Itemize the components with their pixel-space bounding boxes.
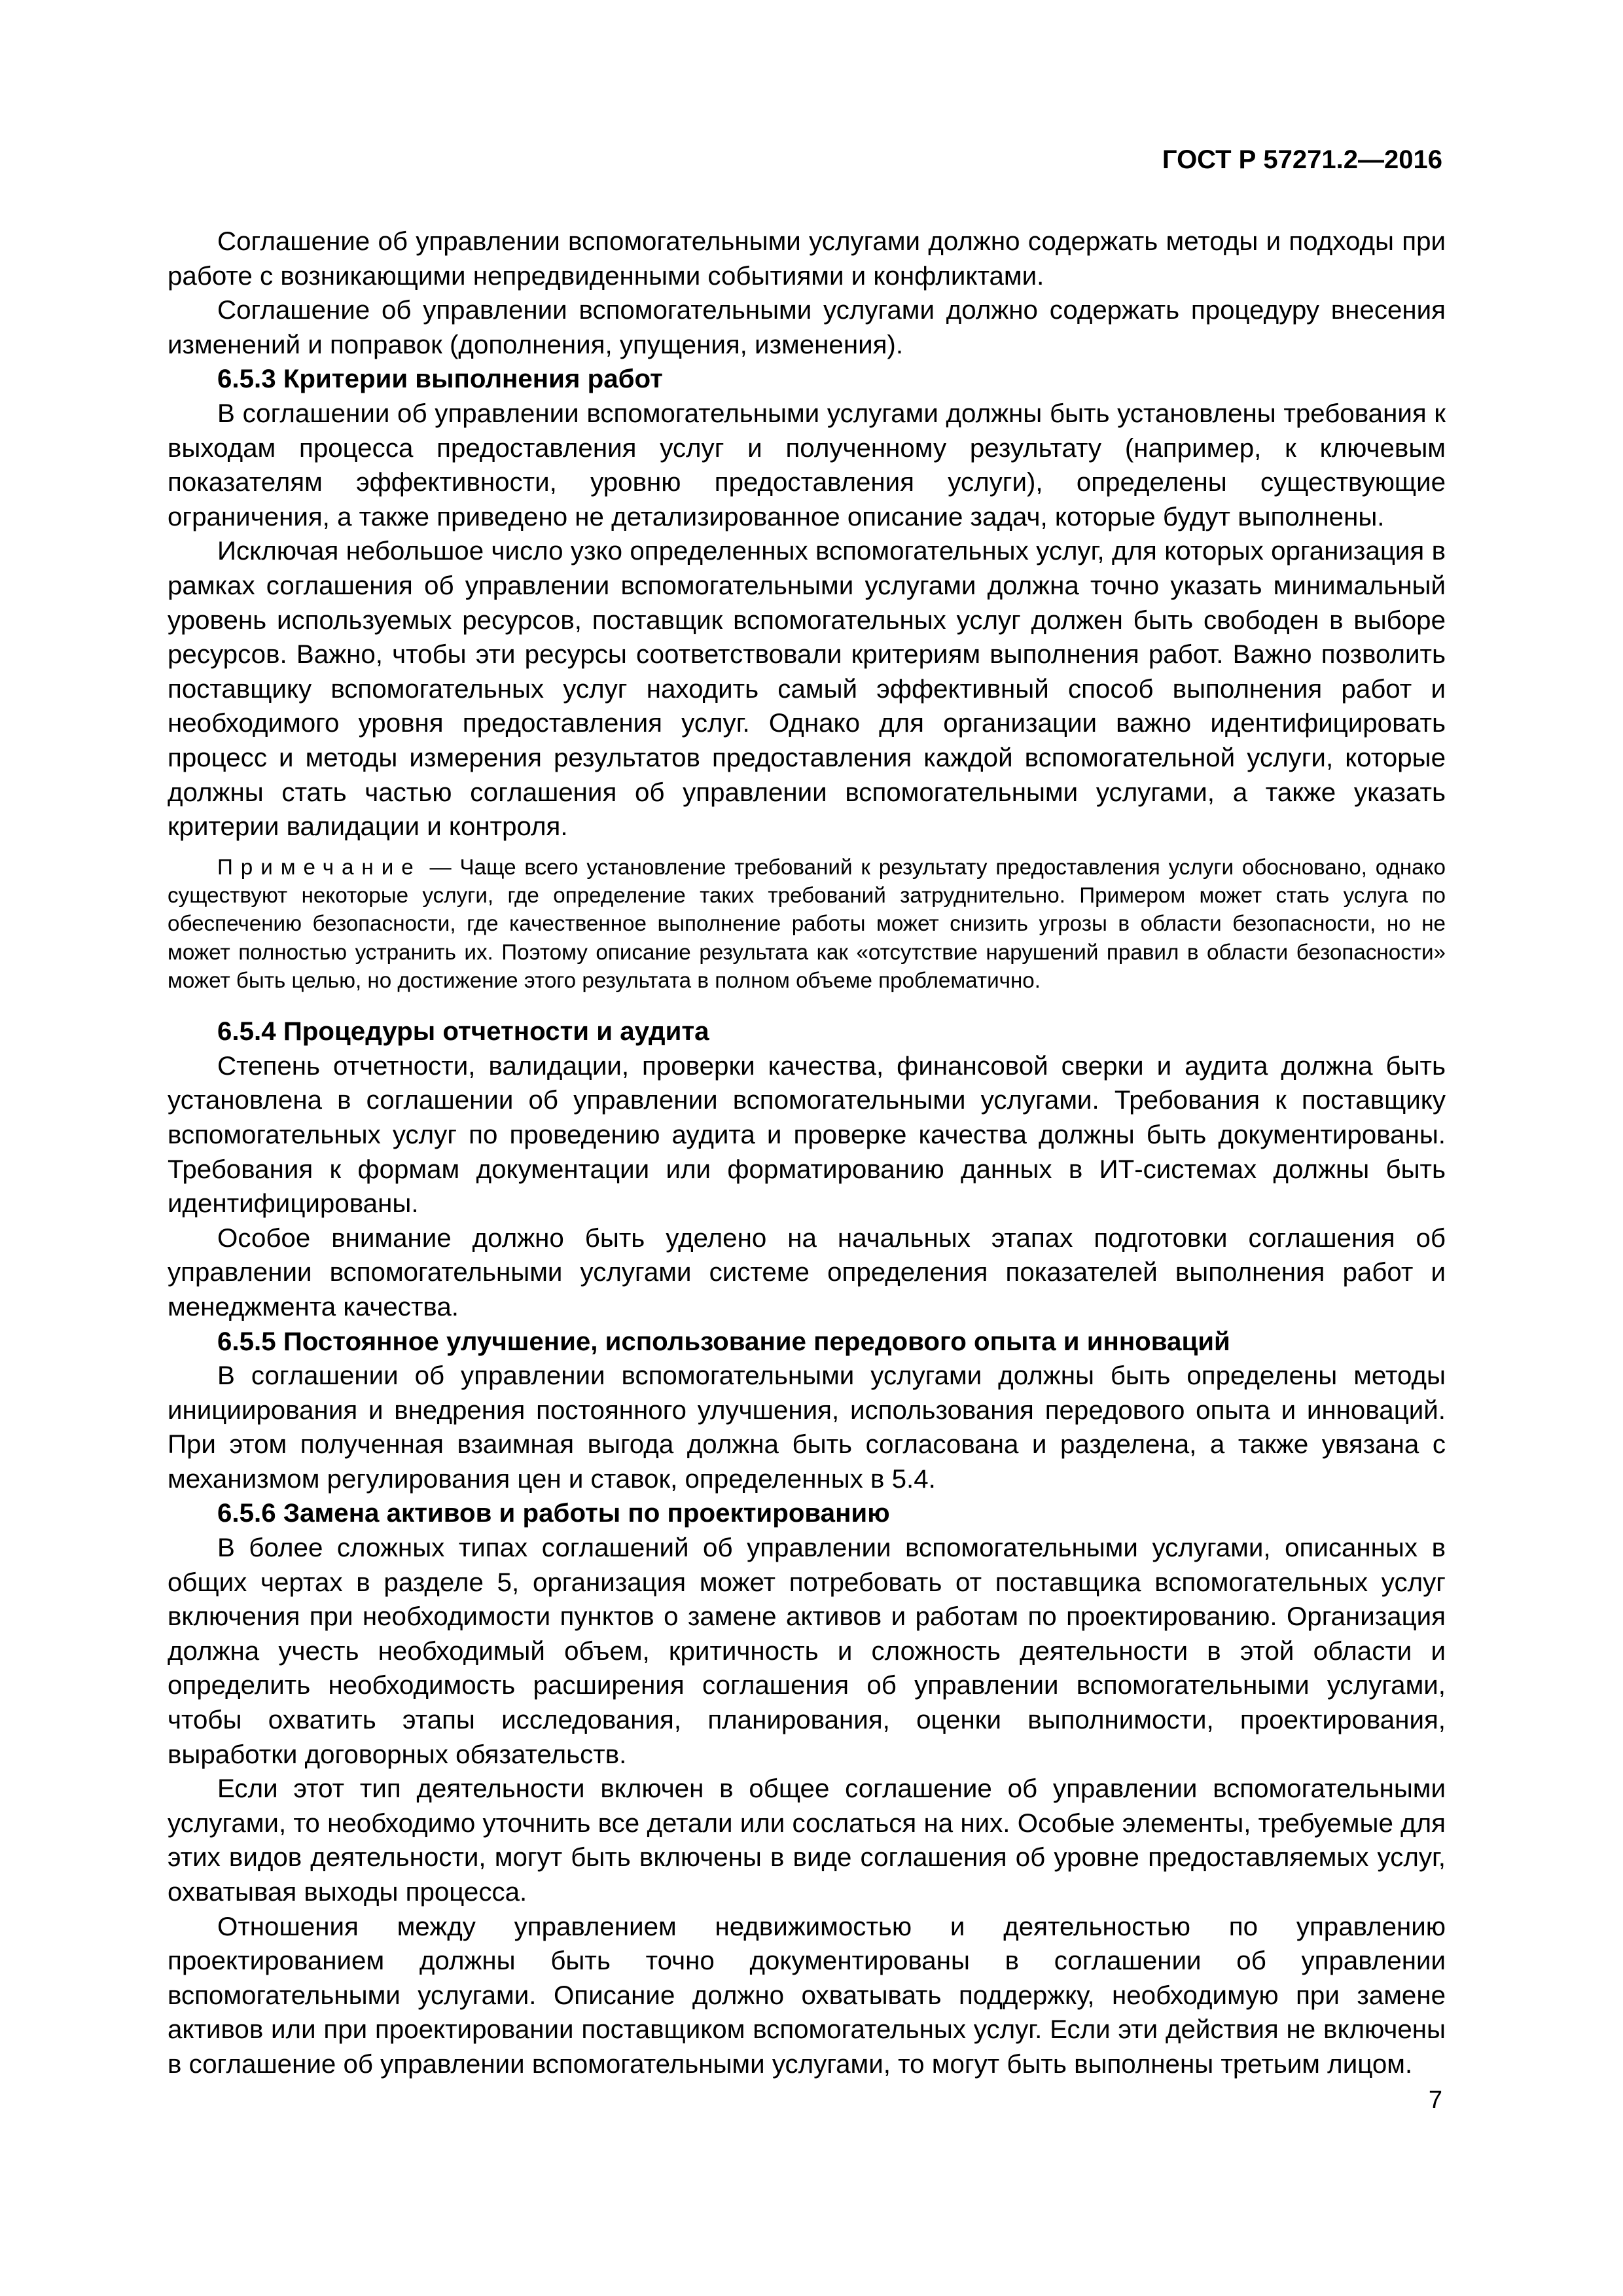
paragraph: В более сложных типах соглашений об управлении вспомогательными услугами, описанных в общих чертах в разделе 5, организация может потребовать от поставщика вспомогательных услуг включения при необходимости пунктов о замене активов и работам по проектированию. Организация должна учесть необходимый объем, критичность и сложность деятельности в этой области и определить необходимость расширения соглашения об управлении вспомогательными услугами, чтобы охватить этапы исследования, планирования, оценки выполнимости, проектирования, выработки договорных обязательств. [168,1533,1446,1769]
paragraph: В соглашении об управлении вспомогательными услугами должны быть определены методы инициирования и внедрения постоянного улучшения, использования передового опыта и инноваций. При этом полученная взаимная выгода должна быть согласована и разделена, а также увязана с механизмом регулирования цен и ставок, определенных в 5.4. [168,1361,1446,1494]
note-block [168,853,1446,995]
paragraph: Если этот тип деятельности включен в общее соглашение об управлении вспомогательными услугами, то необходимо уточнить все детали или сослаться на них. Особые элементы, требуемые для этих видов деятельности, могут быть включены в виде соглашения об уровне предоставляемых услуг, охватывая выходы процесса. [168,1774,1446,1907]
paragraph: Исключая небольшое число узко определенных вспомогательных услуг, для которых организация в рамках соглашения об управлении вспомогательными услугами должна точно указать минимальный уровень используемых ресурсов, поставщик вспомогательных услуг должен быть свободен в выборе ресурсов. Важно, чтобы эти ресурсы соответствовали критериям выполнения работ. Важно позволить поставщику вспомогательных услуг находить самый эффективный способ выполнения работ и необходимого уровня предоставления услуг. Однако для организации важно идентифицировать процесс и методы измерения результатов предоставления каждой вспомогательной услуги, которые должны стать частью соглашения об управлении вспомогательными услугами, а также указать критерии валидации и контроля. [168,536,1446,842]
section-heading-6-5-5: 6.5.5 Постоянное улучшение, использование передового опыта и инноваций [217,1326,1230,1356]
note-label: Примечание [217,855,421,880]
paragraph: Соглашение об управлении вспомогательными услугами должно содержать методы и подходы при работе с возникающими непредвиденными событиями и конфликтами. [168,226,1446,291]
section-heading-6-5-3: 6.5.3 Критерии выполнения работ [217,364,663,394]
paragraph: Особое внимание должно быть уделено на начальных этапах подготовки соглашения об управлении вспомогательными услугами системе определения показателей выполнения работ и менеджмента качества. [168,1223,1446,1321]
page-number: 7 [1428,2087,1442,2114]
paragraph: В соглашении об управлении вспомогательными услугами должны быть установлены требования к выходам процесса предоставления услуг и полученному результату (например, к ключевым показателям эффективности, уровню предоставления услуги), определены существующие ограничения, а также приведено не детализированное описание задач, которые будут выполнены. [168,398,1446,531]
section-heading-6-5-4: 6.5.4 Процедуры отчетности и аудита [217,1016,709,1047]
document-number-header: ГОСТ Р 57271.2—2016 [1162,145,1442,174]
paragraph: Соглашение об управлении вспомогательными услугами должно содержать процедуру внесения изменений и поправок (дополнения, упущения, изменения). [168,295,1446,359]
section-heading-6-5-6: 6.5.6 Замена активов и работы по проектированию [217,1498,890,1528]
note-text: — Чаще всего установление требований к результату предоставления услуги обосновано, однако существуют некоторые услуги, где определение таких требований затруднительно. Примером может стать услуга по обеспечению безопасности, где качественное выполнение работы может снизить угрозы в области безопасности, но не может полностью устранить их. Поэтому описание результата как «отсутствие нарушений правил в области безопасности» может быть целью, но достижение этого результата в полном объеме проблематично. [168,855,1446,993]
paragraph: Отношения между управлением недвижимостью и деятельностью по управлению проектированием должны быть точно документированы в соглашении об управлении вспомогательными услугами. Описание должно охватывать поддержку, необходимую при замене активов или при проектировании поставщиком вспомогательных услуг. Если эти действия не включены в соглашение об управлении вспомогательными услугами, то могут быть выполнены третьим лицом. [168,1911,1446,2079]
document-body [168,224,1446,2082]
paragraph: Степень отчетности, валидации, проверки качества, финансовой сверки и аудита должна быть установлена в соглашении об управлении вспомогательными услугами. Требования к поставщику вспомогательных услуг по проведению аудита и проверке качества должны быть документированы. Требования к формам документации или форматированию данных в ИТ-системах должны быть идентифицированы. [168,1050,1446,1219]
